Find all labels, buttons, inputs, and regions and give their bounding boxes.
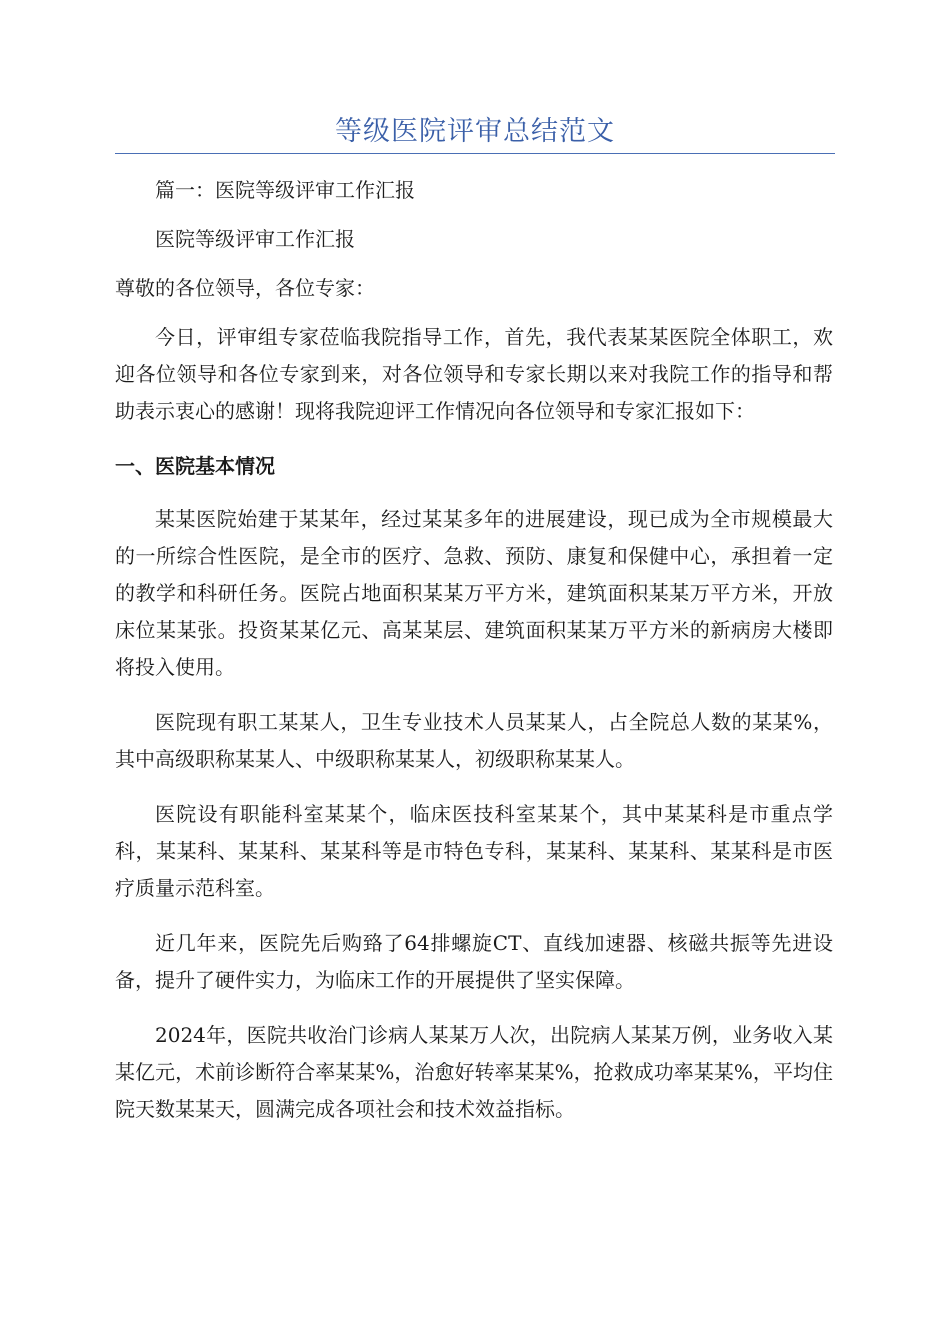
paragraph-overview: 某某医院始建于某某年，经过某某多年的进展建设，现已成为全市规模最大的一所综合性医院，是全市的医疗、急救、预防、康复和保健中心，承担着一定的教学和科研任务。医院占地面积某某万平方米，建筑面积某某万平方米，开放床位某某张。投资某某亿元、高某某层、建筑面积某某万平方米的新病房大楼即将投入使用。	[115, 507, 833, 679]
title-underline	[115, 153, 835, 154]
document-title: 等级医院评审总结范文	[335, 116, 615, 147]
report-subtitle: 医院等级评审工作汇报	[155, 227, 355, 251]
document-body	[115, 172, 833, 1128]
section-heading: 一、医院基本情况	[115, 454, 275, 478]
paragraph-equipment: 近几年来，医院先后购臵了64排螺旋CT、直线加速器、核磁共振等先进设备，提升了硬件实力，为临床工作的开展提供了坚实保障。	[115, 931, 833, 992]
paragraph-departments: 医院设有职能科室某某个，临床医技科室某某个，其中某某科是市重点学科，某某科、某某科、某某科等是市特色专科，某某科、某某科、某某科是市医疗质量示范科室。	[115, 802, 833, 900]
paragraph-statistics: 2024年，医院共收治门诊病人某某万人次，出院病人某某万例，业务收入某某亿元，术前诊断符合率某某%，治愈好转率某某%，抢救成功率某某%，平均住院天数某某天，圆满完成各项社会和技术效益指标。	[115, 1023, 833, 1121]
intro-paragraph: 今日，评审组专家莅临我院指导工作，首先，我代表某某医院全体职工，欢迎各位领导和各位专家到来，对各位领导和专家长期以来对我院工作的指导和帮助表示衷心的感谢！现将我院迎评工作情况向各位领导和专家汇报如下：	[115, 325, 833, 423]
salutation: 尊敬的各位领导，各位专家：	[115, 276, 375, 300]
paragraph-staff: 医院现有职工某某人，卫生专业技术人员某某人，占全院总人数的某某%，其中高级职称某某人、中级职称某某人，初级职称某某人。	[115, 710, 833, 771]
section-label: 篇一：医院等级评审工作汇报	[155, 178, 415, 202]
